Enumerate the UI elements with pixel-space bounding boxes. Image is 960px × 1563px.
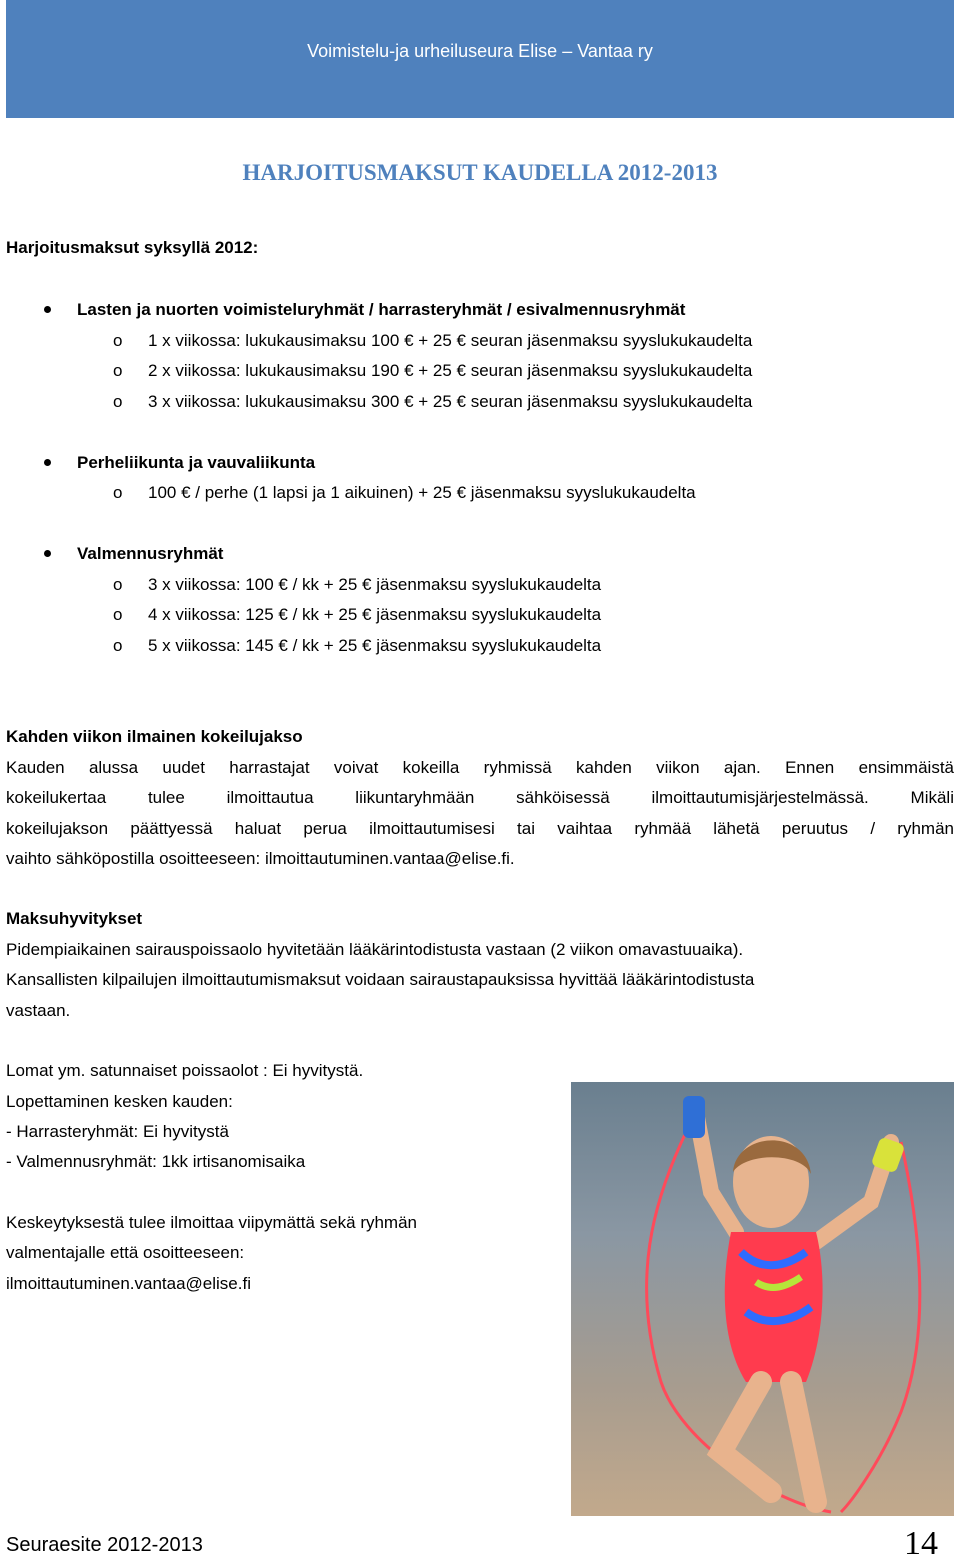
list-item: 5 x viikossa: 145 € / kk + 25 € jäsenmaksu syyslukukaudelta [148, 636, 602, 655]
section-title: Lasten ja nuorten voimisteluryhmät / harrasteryhmät / esivalmennusryhmät [77, 300, 686, 319]
list-item: 1 x viikossa: lukukausimaksu 100 € + 25 € seuran jäsenmaksu syyslukukaudelta [148, 331, 753, 350]
trial-line: kokeilujakson päättyessä haluat perua ilmoittautumisesi tai vaihtaa ryhmää lähetä peruutus / ryhmän [6, 819, 954, 838]
bullet-icon [44, 306, 51, 313]
bullet-icon [44, 459, 51, 466]
gymnast-photo [571, 1082, 954, 1516]
gymnast-illustration [571, 1082, 954, 1516]
sub-bullet-icon: o [113, 392, 123, 411]
absence-line: Lomat ym. satunnaiset poissaolot : Ei hyvitystä. [6, 1061, 364, 1080]
refunds-line: Kansallisten kilpailujen ilmoittautumismaksut voidaan sairaustapauksissa hyvittää lääkärintodistusta [6, 970, 755, 989]
sub-bullet-icon: o [113, 483, 123, 502]
fall-heading: Harjoitusmaksut syksyllä 2012: [6, 238, 259, 257]
section-title: Perheliikunta ja vauvaliikunta [77, 453, 316, 472]
sub-bullet-icon: o [113, 636, 123, 655]
trial-line: kokeilukertaa tulee ilmoittautua liikuntaryhmään sähköisessä ilmoittautumisjärjestelmässä. Mikäli [6, 788, 954, 807]
list-item: 3 x viikossa: 100 € / kk + 25 € jäsenmaksu syyslukukaudelta [148, 575, 602, 594]
footer-label: Seuraesite 2012-2013 [6, 1534, 203, 1556]
interruption-line: Keskeytyksestä tulee ilmoittaa viipymättä sekä ryhmän [6, 1213, 418, 1232]
list-item: 4 x viikossa: 125 € / kk + 25 € jäsenmaksu syyslukukaudelta [148, 605, 602, 624]
interruption-line: valmentajalle että osoitteeseen: [6, 1243, 245, 1262]
trial-line: Kauden alussa uudet harrastajat voivat kokeilla ryhmissä kahden viikon ajan. Ennen ensimmäistä [6, 758, 954, 777]
absence-line: - Harrasteryhmät: Ei hyvitystä [6, 1122, 229, 1141]
section-title: Valmennusryhmät [77, 544, 224, 563]
trial-heading: Kahden viikon ilmainen kokeilujakso [6, 727, 303, 746]
refunds-line: vastaan. [6, 1001, 71, 1020]
trial-line: vaihto sähköpostilla osoitteeseen: ilmoittautuminen.vantaa@elise.fi. [6, 849, 515, 868]
sub-bullet-icon: o [113, 575, 123, 594]
sub-bullet-icon: o [113, 361, 123, 380]
header-title: Voimistelu-ja urheiluseura Elise – Vantaa ry [307, 41, 653, 61]
refunds-heading: Maksuhyvitykset [6, 909, 143, 928]
refunds-line: Pidempiaikainen sairauspoissaolo hyvitetään lääkärintodistusta vastaan (2 viikon omavastuuaika). [6, 940, 744, 959]
sub-bullet-icon: o [113, 331, 123, 350]
list-item: 3 x viikossa: lukukausimaksu 300 € + 25 € seuran jäsenmaksu syyslukukaudelta [148, 392, 753, 411]
bullet-icon [44, 550, 51, 557]
absence-line: - Valmennusryhmät: 1kk irtisanomisaika [6, 1152, 306, 1171]
list-item: 2 x viikossa: lukukausimaksu 190 € + 25 € seuran jäsenmaksu syyslukukaudelta [148, 361, 753, 380]
page-number: 14 [904, 1525, 938, 1562]
sub-bullet-icon: o [113, 605, 123, 624]
absence-line: Lopettaminen kesken kauden: [6, 1092, 233, 1111]
interruption-line: ilmoittautuminen.vantaa@elise.fi [6, 1274, 251, 1293]
list-item: 100 € / perhe (1 lapsi ja 1 aikuinen) + 25 € jäsenmaksu syyslukukaudelta [148, 483, 696, 502]
page-title: HARJOITUSMAKSUT KAUDELLA 2012-2013 [242, 160, 718, 185]
